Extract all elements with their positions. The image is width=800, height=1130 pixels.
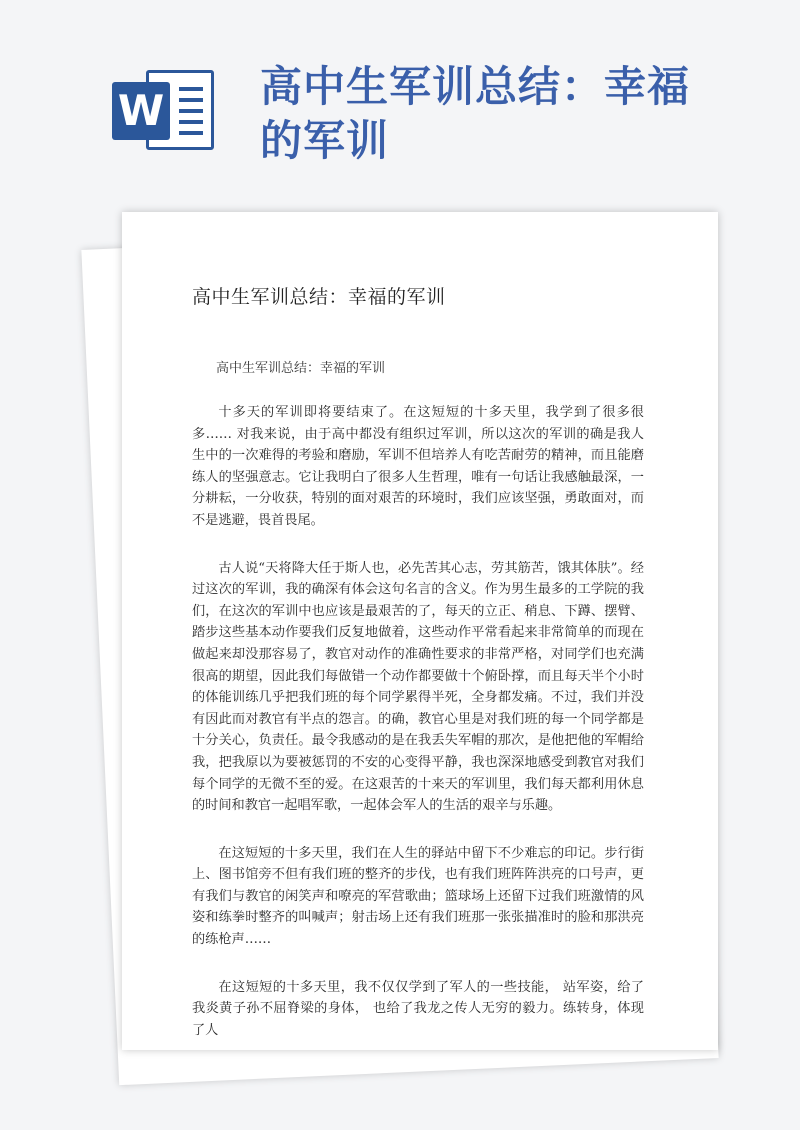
word-logo: [112, 66, 216, 154]
document-title: 高中生军训总结：幸福的军训: [192, 286, 446, 308]
text-line-icon: [179, 120, 203, 124]
text-line-icon: [179, 98, 203, 102]
body-paragraph: 古人说“天将降大任于斯人也，必先苦其心志，劳其筋苦，饿其体肤”。经过这次的军训，我的确深有体会这句名言的含义。作为男生最多的工学院的我们，在这次的军训中也应该是最艰苦的了，每天的立正、稍息、下蹲、摆臂、踏步这些基本动作要我们反复地做着，这些动作平常看起来非常简单的而现在做起来却没那容易了，教官对动作的准确性要求的非常严格，对同学们也充满很高的期望，因此我们每做错一个动作都要做十个俯卧撑，而且每天半个小时的体能训练几乎把我们班的每个同学累得半死，全身都发痛。不过，我们并没有因此而对教官有半点的怨言。的确，教官心里是对我们班的每一个同学都是十分关心，负责任。最令我感动的是在我丢失军帽的那次，是他把他的军帽给我，把我原以为要被惩罚的不安的心变得平静，我也深深地感受到教官对我们每个同学的无微不至的爱。在这艰苦的十来天的军训里，我们每天都利用休息的时间和教官一起唱军歌，一起体会军人的生活的艰辛与乐趣。: [192, 560, 644, 814]
word-icon: W: [112, 82, 170, 140]
document-body: [192, 402, 644, 1050]
body-paragraph: 十多天的军训即将要结束了。在这短短的十多天里，我学到了很多很多…… 对我来说，由于高中都没有组织过军训，所以这次的军训的确是我人生中的一次难得的考验和磨励，军训不但培养人有吃苦耐劳的精神，而且能磨练人的坚强意志。它让我明白了很多人生哲理，唯有一句话让我感触最深，一分耕耘，一分收获，特别的面对艰苦的环境时，我们应该坚强，勇敢面对，而不是逃避，畏首畏尾。: [192, 405, 644, 528]
body-paragraph: 在这短短的十多天里，我不仅仅学到了军人的一些技能， 站军姿，给了我炎黄子孙不屈脊梁的身体， 也给了我龙之传人无穷的毅力。练转身，体现了人: [192, 979, 644, 1038]
text-line-icon: [179, 109, 203, 113]
text-line-icon: [179, 131, 203, 135]
document-page: [122, 212, 718, 1050]
text-line-icon: [179, 87, 203, 91]
document-subtitle: 高中生军训总结：幸福的军训: [216, 361, 386, 376]
page-title: 高中生军训总结：幸福的军训: [260, 62, 691, 165]
body-paragraph: 在这短短的十多天里，我们在人生的驿站中留下不少难忘的印记。步行街上、图书馆旁不但有我们班的整齐的步伐，也有我们班阵阵洪亮的口号声，更有我们与教官的闲笑声和嘹亮的军营歌曲；篮球场上还留下过我们班激情的风姿和练拳时整齐的叫喊声；射击场上还有我们班那一张张描准时的脸和那洪亮的练枪声……: [192, 845, 644, 948]
